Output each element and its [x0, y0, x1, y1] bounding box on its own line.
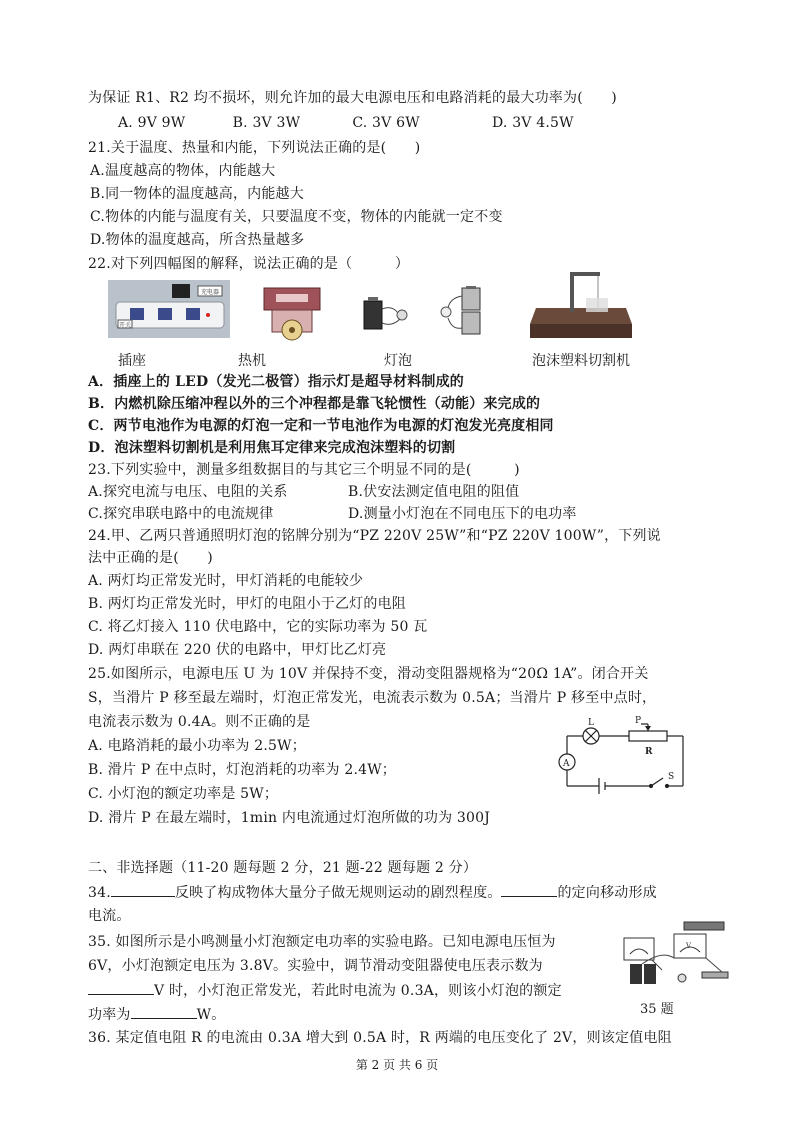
q23-stem: 23.下列实验中，测量多组数据目的与其它三个明显不同的是( ) — [88, 462, 520, 478]
q23-option-a: A.探究电流与电压、电阻的关系 — [88, 484, 288, 500]
q34-line1 — [88, 882, 657, 903]
circuit-label-p: P — [635, 716, 642, 726]
q21-stem: 21.关于温度、热量和内能，下列说法正确的是( ) — [88, 140, 421, 156]
apparatus-icon — [622, 920, 740, 990]
q35-blank-power[interactable] — [131, 1004, 197, 1019]
q35-text-4a: 功率为 — [88, 1007, 131, 1023]
caption-heat-engine: 热机 — [238, 353, 266, 369]
caption-foam-cutter: 泡沫塑料切割机 — [532, 353, 630, 369]
q35-apparatus-figure — [622, 920, 740, 990]
q34-text-mid: 反映了构成物体大量分子做无规则运动的剧烈程度。 — [174, 885, 502, 901]
q24-option-c: C. 将乙灯接入 110 伏电路中，它的实际功率为 50 瓦 — [88, 619, 428, 635]
bulb-one-battery-image — [360, 295, 414, 335]
q25-stem-line3: 电流表示数为 0.4A。则不正确的是 — [88, 714, 311, 730]
q35-line3 — [88, 980, 562, 1001]
q25-stem-line1: 25.如图所示，电源电压 U 为 10V 并保持不变，滑动变阻器规格为“20Ω 1A”。闭合开关 — [88, 666, 649, 682]
q35-text-3: V 时，小灯泡正常发光，若此时电流为 0.3A，则该小灯泡的额定 — [154, 983, 562, 999]
q21-option-c: C.物体的内能与温度有关，只要温度不变，物体的内能就一定不变 — [90, 209, 503, 225]
circuit-label-a: A — [563, 759, 570, 769]
two-battery-bulb-icon — [436, 284, 496, 340]
q25-circuit-diagram — [555, 712, 705, 800]
q25-option-b: B. 滑片 P 在中点时，灯泡消耗的功率为 2.4W； — [88, 762, 397, 778]
q24-stem-line2: 法中正确的是( ) — [88, 550, 213, 566]
power-strip-icon — [108, 280, 230, 338]
q20-option-d: D. 3V 4.5W — [491, 115, 574, 131]
q23-option-b: B.伏安法测定值电阻的阻值 — [348, 484, 520, 500]
circuit-label-l: L — [588, 718, 594, 728]
switch-tag: 开关 — [119, 322, 132, 329]
q24-stem-line1: 24.甲、乙两只普通照明灯泡的铭牌分别为“PZ 220V 25W”和“PZ 220V 100W”，下列说 — [88, 528, 661, 544]
q35-figure-caption: 35 题 — [640, 1002, 674, 1017]
q22-option-b: B．内燃机除压缩冲程以外的三个冲程都是靠飞轮惯性（动能）来完成的 — [88, 396, 541, 412]
q25-stem-line2: S，当滑片 P 移至最左端时，灯泡正常发光，电流表示数为 0.5A；当滑片 P 移至中点时， — [88, 690, 657, 706]
q21-option-b: B.同一物体的温度越高，内能越大 — [90, 186, 304, 202]
q34-text-end: 的定向移动形成 — [557, 885, 657, 901]
circuit-icon — [555, 712, 705, 800]
q23-option-d: D.测量小灯泡在不同电压下的电功率 — [348, 506, 577, 522]
q25-option-c: C. 小灯泡的额定功率是 5W； — [88, 786, 279, 802]
q23-option-c: C.探究串联电路中的电流规律 — [88, 506, 274, 522]
q35-text-4b: W。 — [196, 1007, 226, 1023]
q20-option-a: A. 9V 9W — [118, 115, 186, 131]
q24-option-a: A. 两灯均正常发光时，甲灯消耗的电能较少 — [88, 573, 364, 589]
heat-engine-icon — [258, 284, 326, 344]
q25-option-d: D. 滑片 P 在最左端时，1min 内电流通过灯泡所做的功为 300J — [88, 810, 491, 826]
q22-option-d: D．泡沫塑料切割机是利用焦耳定律来完成泡沫塑料的切割 — [88, 440, 456, 456]
q20-stem-tail: 为保证 R1、R2 均不损坏，则允许加的最大电源电压和电路消耗的最大功率为( ) — [88, 90, 617, 106]
q35-line4 — [88, 1004, 225, 1025]
q21-option-a: A.温度越高的物体，内能越大 — [90, 163, 276, 179]
q35-line1: 35. 如图所示是小鸣测量小灯泡额定电功率的实验电路。已知电源电压恒为 — [88, 934, 556, 950]
svg-text:V: V — [686, 942, 692, 950]
q34-blank-1[interactable] — [111, 882, 175, 897]
section-2-heading: 二、非选择题（11-20 题每题 2 分，21 题-22 题每题 2 分） — [88, 860, 478, 876]
power-strip-image — [108, 280, 230, 338]
charger-tag: 充电器 — [201, 289, 220, 296]
foam-cutter-icon — [530, 268, 634, 342]
q24-option-d: D. 两灯串联在 220 伏的电路中，甲灯比乙灯亮 — [88, 642, 387, 658]
caption-socket: 插座 — [118, 353, 146, 369]
q35-line2: 6V，小灯泡额定电压为 3.8V。实验中，调节滑动变阻器使电压表示数为 — [88, 958, 543, 974]
circuit-label-s: S — [668, 772, 675, 782]
q34-line2: 电流。 — [88, 908, 131, 924]
q22-stem: 22.对下列四幅图的解释，说法正确的是（ ） — [88, 256, 410, 272]
page-footer: 第 2 页 共 6 页 — [355, 1058, 439, 1072]
heat-engine-image — [258, 284, 326, 344]
q20-option-c: C. 3V 6W — [352, 115, 420, 131]
q25-option-a: A. 电路消耗的最小功率为 2.5W； — [88, 738, 306, 754]
foam-cutter-image — [530, 268, 634, 342]
q20-option-b: B. 3V 3W — [232, 115, 301, 131]
circuit-label-r: R — [645, 747, 653, 757]
q34-blank-2[interactable] — [501, 882, 557, 897]
q24-option-b: B. 两灯均正常发光时，甲灯的电阻小于乙灯的电阻 — [88, 596, 406, 612]
bulb-two-battery-image — [436, 284, 496, 340]
q36-line1: 36. 某定值电阻 R 的电流由 0.3A 增大到 0.5A 时，R 两端的电压变化了 2V，则该定值电阻 — [88, 1030, 672, 1046]
q21-option-d: D.物体的温度越高，所含热量越多 — [90, 232, 305, 248]
battery-bulb-icon — [360, 295, 414, 335]
q20-options — [118, 113, 574, 133]
caption-bulb: 灯泡 — [384, 353, 412, 369]
q34-number: 34. — [88, 885, 111, 901]
q35-blank-voltage[interactable] — [88, 980, 154, 995]
q22-option-a: A．插座上的 LED（发光二极管）指示灯是超导材料制成的 — [88, 374, 464, 390]
q22-option-c: C．两节电池作为电源的灯泡一定和一节电池作为电源的灯泡发光亮度相同 — [88, 418, 554, 434]
